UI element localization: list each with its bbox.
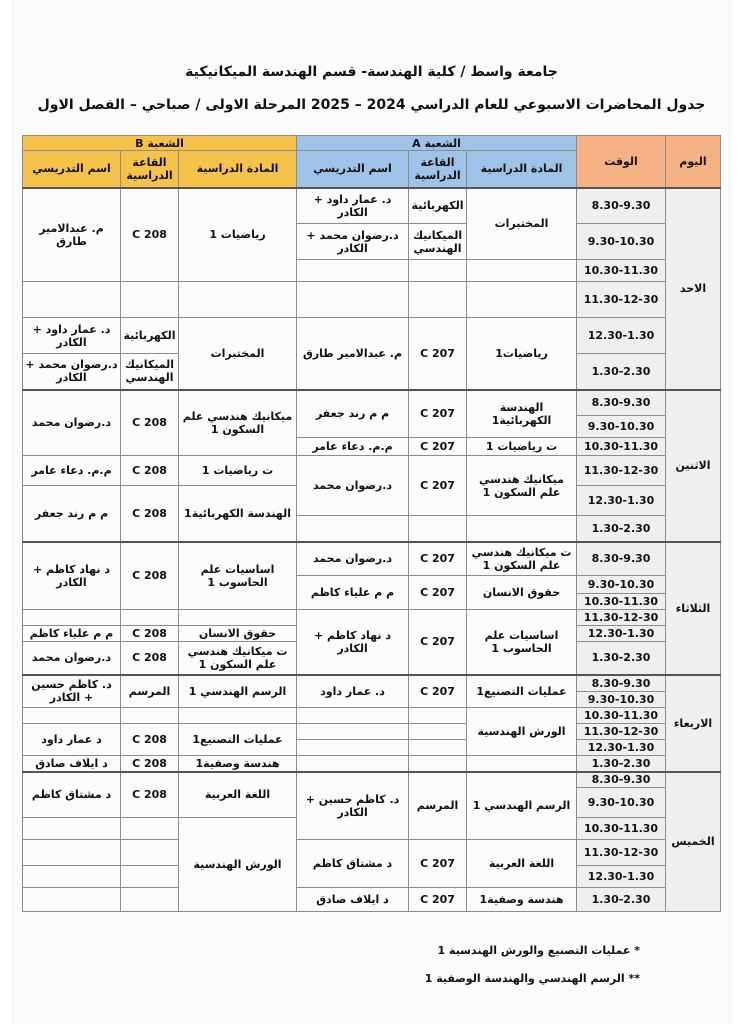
time-cell: 9.30-10.30 xyxy=(577,788,666,818)
cell: ت ميكانيك هندسي علم السكون 1 xyxy=(179,642,297,675)
time-cell: 8.30-9.30 xyxy=(577,772,666,788)
cell: عمليات التصنيع1 xyxy=(179,724,297,756)
cell xyxy=(409,724,467,740)
cell xyxy=(409,740,467,756)
footnote-1: * عمليات التصنيع والورش الهندسية 1 xyxy=(437,944,640,957)
cell: C 207 xyxy=(409,675,467,708)
page-subtitle: جدول المحاضرات الاسبوعي للعام الدراسي 2024 – 2025 المرحلة الاولى / صباحي – الفصل الاول xyxy=(37,97,706,113)
cell xyxy=(297,724,409,740)
cell: اساسيات علم الحاسوب 1 xyxy=(467,610,577,675)
cell: م.م. دعاء عامر xyxy=(23,456,121,486)
cell: د نهاد كاظم + الكادر xyxy=(23,542,121,610)
cell: م م رند جعفر xyxy=(23,486,121,542)
cell: ت رياضيات 1 xyxy=(467,438,577,456)
cell: حقوق الانسان xyxy=(179,626,297,642)
cell xyxy=(409,260,467,282)
cell: المرسم xyxy=(121,675,179,708)
cell: د نهاد كاظم + الكادر xyxy=(297,610,409,675)
cell: C 207 xyxy=(409,390,467,438)
section-a-header: الشعبة A xyxy=(297,136,577,151)
cell: C 208 xyxy=(121,756,179,772)
cell xyxy=(121,610,179,626)
cell: د. كاظم حسين + الكادر xyxy=(23,675,121,708)
time-cell: 11.30-12-30 xyxy=(577,456,666,486)
time-cell: 11.30-12-30 xyxy=(577,282,666,318)
cell: المختبرات xyxy=(179,318,297,390)
cell: C 208 xyxy=(121,188,179,282)
cell: م. عبدالامير طارق xyxy=(297,318,409,390)
cell xyxy=(297,708,409,724)
a-subject-header: المادة الدراسية xyxy=(467,151,577,188)
cell: الميكانيك الهندسي xyxy=(121,354,179,390)
cell: د عمار داود xyxy=(23,724,121,756)
cell: C 207 xyxy=(409,610,467,675)
time-cell: 12.30-1.30 xyxy=(577,740,666,756)
cell xyxy=(23,888,121,912)
cell xyxy=(121,282,179,318)
cell xyxy=(179,708,297,724)
cell: C 208 xyxy=(121,542,179,610)
cell: ميكانيك هندسي علم السكون 1 xyxy=(467,456,577,516)
time-cell: 9.30-10.30 xyxy=(577,416,666,438)
cell: م. عبدالامير طارق xyxy=(23,188,121,282)
cell: الهندسة الكهربائية1 xyxy=(179,486,297,542)
cell: اساسيات علم الحاسوب 1 xyxy=(179,542,297,610)
time-cell: 1.30-2.30 xyxy=(577,756,666,772)
cell: د.رضوان محمد + الكادر xyxy=(297,224,409,260)
cell: ميكانيك هندسي علم السكون 1 xyxy=(179,390,297,456)
cell: د.رضوان محمد xyxy=(23,390,121,456)
cell xyxy=(121,866,179,888)
b-subject-header: المادة الدراسية xyxy=(179,151,297,188)
cell xyxy=(297,282,409,318)
time-cell: 10.30-11.30 xyxy=(577,708,666,724)
cell xyxy=(297,260,409,282)
cell: م م علياء كاظم xyxy=(23,626,121,642)
section-b-header: الشعبة B xyxy=(23,136,297,151)
time-cell: 10.30-11.30 xyxy=(577,260,666,282)
cell: C 208 xyxy=(121,390,179,456)
cell xyxy=(409,282,467,318)
cell: د ايلاف صادق xyxy=(297,888,409,912)
cell xyxy=(23,866,121,888)
cell xyxy=(467,756,577,772)
cell: رياضيات 1 xyxy=(179,188,297,282)
cell: الكهربائية xyxy=(121,318,179,354)
cell: د مشتاق كاظم xyxy=(297,840,409,888)
cell: الورش الهندسية xyxy=(467,708,577,756)
cell xyxy=(23,708,121,724)
cell xyxy=(23,610,121,626)
cell: م م علياء كاظم xyxy=(297,576,409,610)
time-cell: 8.30-9.30 xyxy=(577,675,666,692)
time-cell: 12.30-1.30 xyxy=(577,318,666,354)
cell: د ايلاف صادق xyxy=(23,756,121,772)
cell: د. عمار داود xyxy=(297,675,409,708)
cell: اللغة العربية xyxy=(179,772,297,818)
cell xyxy=(121,818,179,840)
cell: د.رضوان محمد xyxy=(23,642,121,675)
time-cell: 1.30-2.30 xyxy=(577,888,666,912)
cell xyxy=(467,516,577,542)
cell: م م رند جعفر xyxy=(297,390,409,438)
cell: الرسم الهندسي 1 xyxy=(467,772,577,840)
cell xyxy=(467,282,577,318)
cell: C 208 xyxy=(121,486,179,542)
cell: د. عمار داود + الكادر xyxy=(297,188,409,224)
time-cell: 1.30-2.30 xyxy=(577,354,666,390)
cell: م.م. دعاء عامر xyxy=(297,438,409,456)
cell: د. عمار داود + الكادر xyxy=(23,318,121,354)
cell xyxy=(409,756,467,772)
cell xyxy=(179,610,297,626)
cell: د.رضوان محمد xyxy=(297,456,409,516)
cell: المرسم xyxy=(409,772,467,840)
a-room-header: القاعة الدراسية xyxy=(409,151,467,188)
time-cell: 9.30-10.30 xyxy=(577,224,666,260)
cell: C 208 xyxy=(121,456,179,486)
cell: C 207 xyxy=(409,438,467,456)
cell xyxy=(23,840,121,866)
cell: حقوق الانسان xyxy=(467,576,577,610)
cell: الكهربائية xyxy=(409,188,467,224)
time-cell: 10.30-11.30 xyxy=(577,594,666,610)
cell: ت ميكانيك هندسي علم السكون 1 xyxy=(467,542,577,576)
time-cell: 11.30-12-30 xyxy=(577,840,666,866)
cell xyxy=(121,708,179,724)
cell xyxy=(297,516,409,542)
cell: الهندسة الكهربائية1 xyxy=(467,390,577,438)
time-cell: 1.30-2.30 xyxy=(577,516,666,542)
cell: C 207 xyxy=(409,456,467,516)
footnote-2: ** الرسم الهندسي والهندسة الوصفية 1 xyxy=(424,972,640,985)
time-cell: 12.30-1.30 xyxy=(577,486,666,516)
day-cell: الثلاثاء xyxy=(666,542,721,675)
cell xyxy=(23,818,121,840)
cell: C 208 xyxy=(121,772,179,818)
cell: د مشتاق كاظم xyxy=(23,772,121,818)
cell: الميكانيك الهندسي xyxy=(409,224,467,260)
schedule-table xyxy=(22,135,721,912)
time-cell: 11.30-12-30 xyxy=(577,724,666,740)
cell: هندسة وصفية1 xyxy=(467,888,577,912)
time-cell: 10.30-11.30 xyxy=(577,438,666,456)
time-cell: 12.30-1.30 xyxy=(577,866,666,888)
time-cell: 1.30-2.30 xyxy=(577,642,666,675)
cell: د.رضوان محمد xyxy=(297,542,409,576)
time-cell: 10.30-11.30 xyxy=(577,818,666,840)
cell: المختبرات xyxy=(467,188,577,260)
cell: C 207 xyxy=(409,318,467,390)
cell xyxy=(121,840,179,866)
cell: هندسة وصفية1 xyxy=(179,756,297,772)
cell xyxy=(121,888,179,912)
time-cell: 8.30-9.30 xyxy=(577,390,666,416)
cell: C 208 xyxy=(121,642,179,675)
day-header: اليوم xyxy=(666,136,721,188)
cell: د.رضوان محمد + الكادر xyxy=(23,354,121,390)
cell: عمليات التصنيع1 xyxy=(467,675,577,708)
b-teacher-header: اسم التدريسي xyxy=(23,151,121,188)
cell xyxy=(409,516,467,542)
cell: C 207 xyxy=(409,542,467,576)
time-header: الوقت xyxy=(577,136,666,188)
cell: C 208 xyxy=(121,724,179,756)
cell: رياضيات1 xyxy=(467,318,577,390)
time-cell: 8.30-9.30 xyxy=(577,188,666,224)
cell xyxy=(179,282,297,318)
cell: C 207 xyxy=(409,576,467,610)
cell xyxy=(409,708,467,724)
time-cell: 9.30-10.30 xyxy=(577,576,666,594)
time-cell: 8.30-9.30 xyxy=(577,542,666,576)
time-cell: 11.30-12-30 xyxy=(577,610,666,626)
b-room-header: القاعة الدراسية xyxy=(121,151,179,188)
cell xyxy=(23,282,121,318)
day-cell: الاثنين xyxy=(666,390,721,542)
cell: الورش الهندسية xyxy=(179,818,297,912)
day-cell: الاربعاء xyxy=(666,675,721,772)
page-title: جامعة واسط / كلية الهندسة- قسم الهندسة الميكانيكية xyxy=(185,64,558,80)
day-cell: الخميس xyxy=(666,772,721,912)
cell: د. كاظم حسين + الكادر xyxy=(297,772,409,840)
cell xyxy=(297,740,409,756)
cell: C 207 xyxy=(409,888,467,912)
day-cell: الاحد xyxy=(666,188,721,390)
cell: الرسم الهندسي 1 xyxy=(179,675,297,708)
cell: C 207 xyxy=(409,840,467,888)
cell xyxy=(297,756,409,772)
time-cell: 12.30-1.30 xyxy=(577,626,666,642)
a-teacher-header: اسم التدريسي xyxy=(297,151,409,188)
cell: C 208 xyxy=(121,626,179,642)
cell xyxy=(467,260,577,282)
cell: اللغة العربية xyxy=(467,840,577,888)
cell: ت رياضيات 1 xyxy=(179,456,297,486)
time-cell: 9.30-10.30 xyxy=(577,692,666,708)
